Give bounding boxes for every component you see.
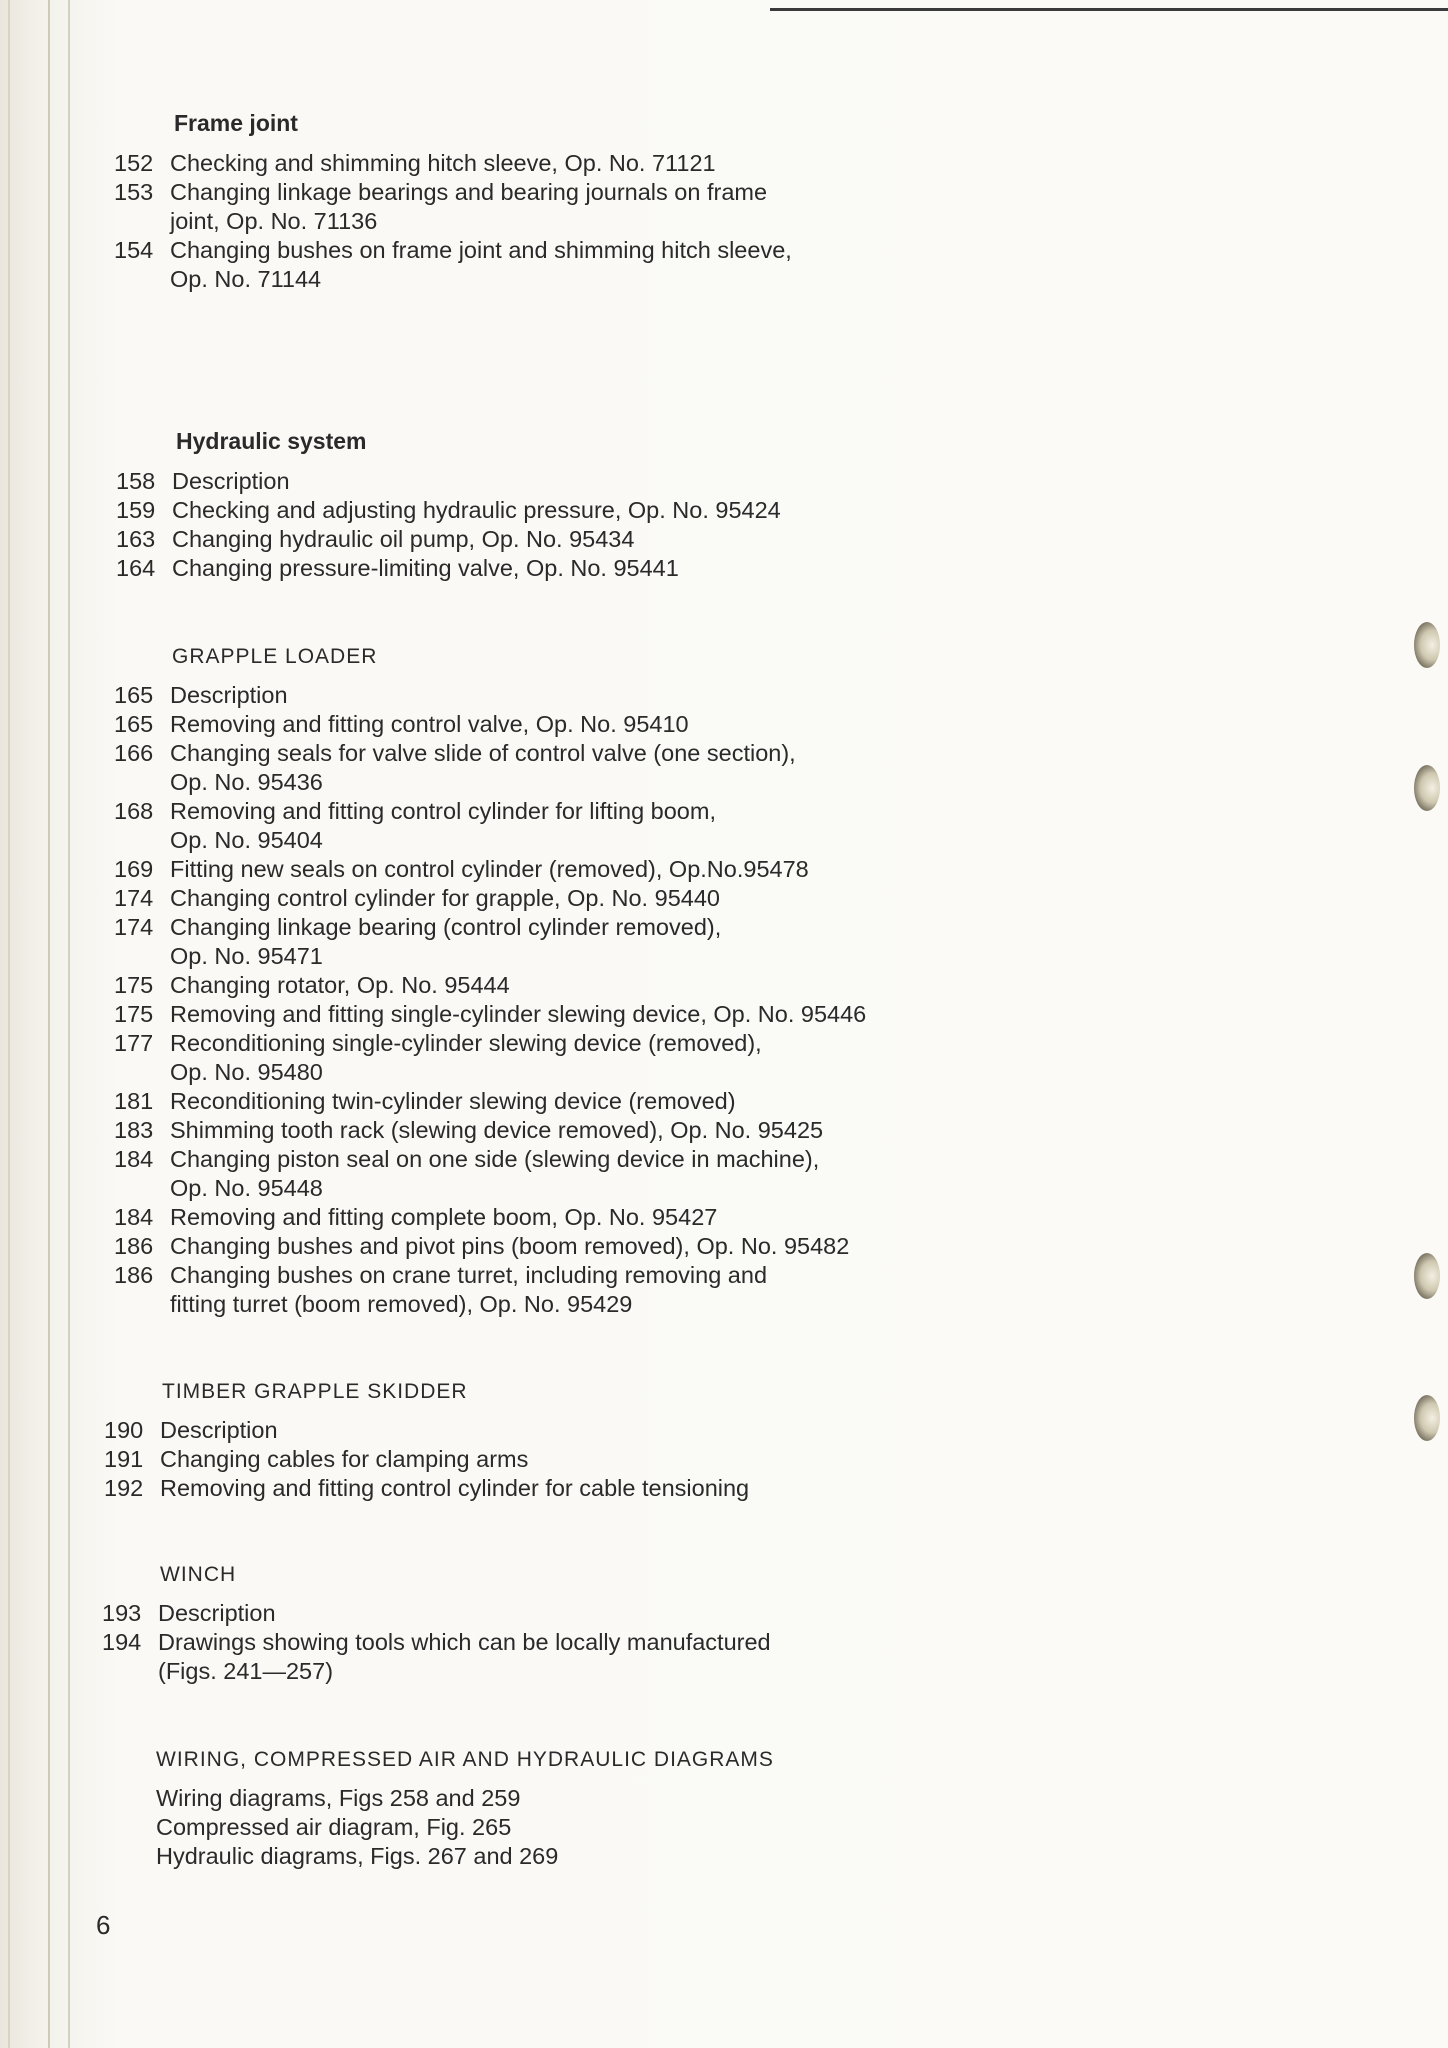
list-item: 190 Description bbox=[104, 1417, 278, 1443]
list-item: 174 Changing control cylinder for grapple, Op. No. 95440 bbox=[114, 885, 720, 911]
list-item: 169 Fitting new seals on control cylinder (removed), Op.No.95478 bbox=[114, 856, 809, 882]
binder-hole bbox=[1414, 1395, 1440, 1441]
section-heading: Frame joint bbox=[174, 110, 298, 136]
list-item: 183 Shimming tooth rack (slewing device removed), Op. No. 95425 bbox=[114, 1117, 824, 1143]
list-item: 184 Removing and fitting complete boom, Op. No. 95427 bbox=[114, 1204, 718, 1230]
list-item: 186 Changing bushes and pivot pins (boom removed), Op. No. 95482 bbox=[114, 1233, 850, 1259]
list-item: 184 Changing piston seal on one side (slewing device in machine), Op. No. 95448 bbox=[114, 1146, 820, 1201]
list-item: 177 Reconditioning single-cylinder slewing device (removed), Op. No. 95480 bbox=[114, 1030, 762, 1085]
list-item: Compressed air diagram, Fig. 265 bbox=[156, 1814, 512, 1840]
list-item: 154 Changing bushes on frame joint and shimming hitch sleeve, Op. No. 71144 bbox=[114, 237, 792, 292]
section-heading: TIMBER GRAPPLE SKIDDER bbox=[162, 1380, 468, 1403]
list-item: 164 Changing pressure-limiting valve, Op. No. 95441 bbox=[116, 555, 679, 581]
list-item: 153 Changing linkage bearings and bearing journals on frame joint, Op. No. 71136 bbox=[114, 179, 768, 234]
list-item: Hydraulic diagrams, Figs. 267 and 269 bbox=[156, 1843, 559, 1869]
section-hydraulic-system bbox=[116, 428, 1216, 583]
list-item: 192 Removing and fitting control cylinder for cable tensioning bbox=[104, 1475, 750, 1501]
top-edge-line bbox=[770, 8, 1448, 11]
list-item: 152 Checking and shimming hitch sleeve, Op. No. 71121 bbox=[114, 150, 716, 176]
list-item: Wiring diagrams, Figs 258 and 259 bbox=[156, 1785, 521, 1811]
list-item: 181 Reconditioning twin-cylinder slewing device (removed) bbox=[114, 1088, 736, 1114]
list-item: 174 Changing linkage bearing (control cylinder removed), Op. No. 95471 bbox=[114, 914, 722, 969]
section-winch bbox=[102, 1563, 1202, 1686]
binder-hole bbox=[1414, 622, 1440, 668]
list-item: 191 Changing cables for clamping arms bbox=[104, 1446, 529, 1472]
list-item: 165 Removing and fitting control valve, Op. No. 95410 bbox=[114, 711, 689, 737]
list-item: 175 Changing rotator, Op. No. 95444 bbox=[114, 972, 510, 998]
page-edge bbox=[48, 0, 50, 2048]
list-item: 158 Description bbox=[116, 468, 290, 494]
list-item: 163 Changing hydraulic oil pump, Op. No. 95434 bbox=[116, 526, 635, 552]
list-item: 193 Description bbox=[102, 1600, 276, 1626]
list-item: 159 Checking and adjusting hydraulic pressure, Op. No. 95424 bbox=[116, 497, 781, 523]
list-item: 165 Description bbox=[114, 682, 288, 708]
list-item: 168 Removing and fitting control cylinder for lifting boom, Op. No. 95404 bbox=[114, 798, 716, 853]
section-heading: GRAPPLE LOADER bbox=[172, 645, 378, 668]
section-heading: WIRING, COMPRESSED AIR AND HYDRAULIC DIAGRAMS bbox=[156, 1748, 774, 1771]
binder-hole bbox=[1414, 1253, 1440, 1299]
list-item: 166 Changing seals for valve slide of control valve (one section), Op. No. 95436 bbox=[114, 740, 796, 795]
page-edge bbox=[68, 0, 70, 2048]
list-item: 175 Removing and fitting single-cylinder slewing device, Op. No. 95446 bbox=[114, 1001, 867, 1027]
section-heading: Hydraulic system bbox=[176, 428, 367, 454]
page-number: 6 bbox=[96, 1910, 111, 1940]
section-timber-grapple-skidder bbox=[104, 1380, 1204, 1503]
binder-hole bbox=[1414, 765, 1440, 811]
section-grapple-loader bbox=[114, 645, 1214, 1319]
list-item: 194 Drawings showing tools which can be locally manufactured (Figs. 241—257) bbox=[102, 1629, 771, 1684]
page-edge bbox=[8, 0, 10, 2048]
section-frame-joint bbox=[114, 110, 1214, 294]
section-heading: WINCH bbox=[160, 1563, 237, 1586]
section-diagrams bbox=[156, 1748, 1256, 1871]
list-item: 186 Changing bushes on crane turret, including removing and fitting turret (boom removed), Op. No. 95429 bbox=[114, 1262, 768, 1317]
